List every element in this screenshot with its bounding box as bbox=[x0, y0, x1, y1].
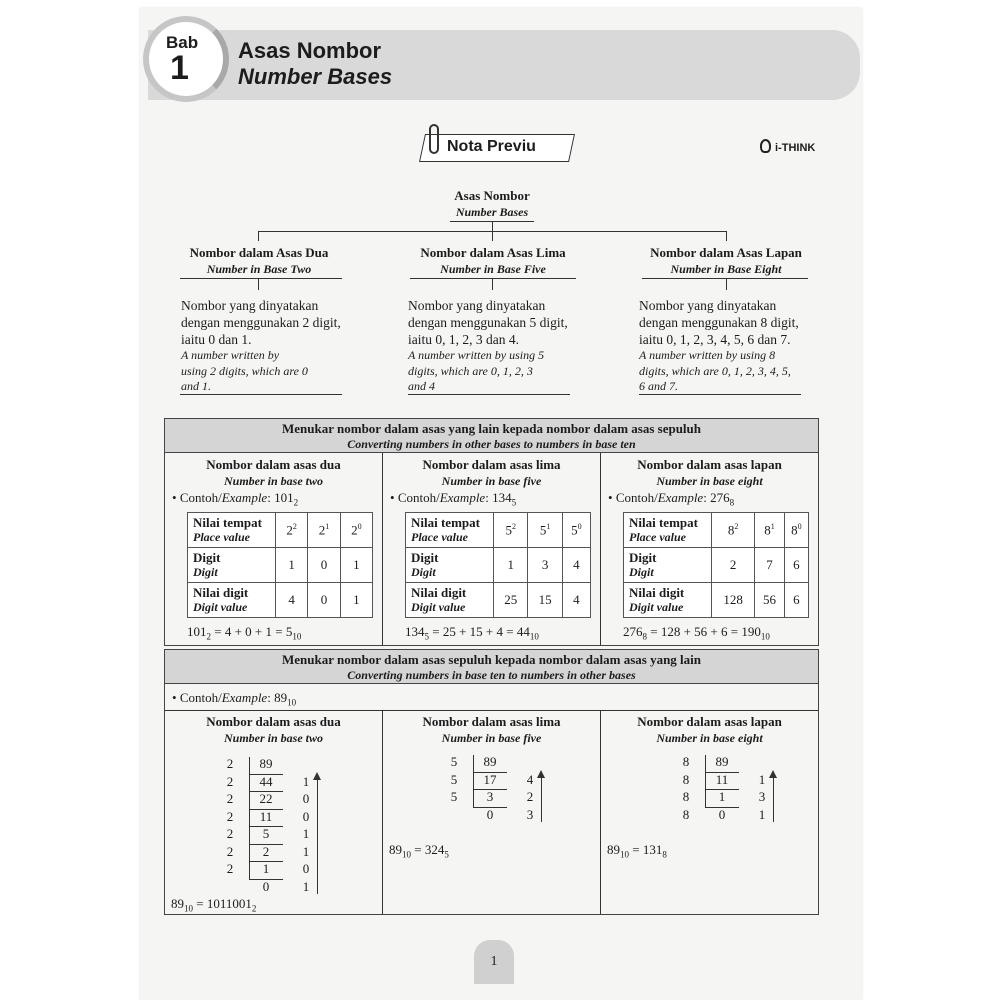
conversion-result: $89_{10} = 1011001_2$ bbox=[171, 896, 257, 914]
paperclip-icon bbox=[429, 124, 439, 154]
branch-bottom-rule bbox=[408, 394, 570, 395]
digit-value-cell: 0 bbox=[308, 583, 340, 618]
example-line: • Contoh/Example: $134_5$ bbox=[390, 490, 517, 508]
remainder: 0 bbox=[302, 808, 310, 824]
arrow-up-icon bbox=[537, 770, 545, 778]
page-number: 1 bbox=[474, 940, 514, 984]
row-label: Nilai tempat Place value bbox=[188, 513, 276, 548]
row-label: Digit Digit bbox=[188, 548, 276, 583]
quotient: 89 bbox=[483, 754, 497, 769]
column-subtitle: Number in base two bbox=[223, 731, 323, 745]
quotient: 5 bbox=[262, 826, 270, 841]
branch-underline bbox=[642, 278, 808, 279]
section-title: Menukar nombor dalam asas yang lain kepada nombor dalam asas sepuluh bbox=[282, 421, 701, 436]
conversion-result: $89_{10} = 324_5$ bbox=[389, 842, 449, 860]
conversion-result: $101_2 = 4 + 0 + 1 = 5_{10}$ bbox=[187, 624, 302, 642]
remainder: 1 bbox=[302, 773, 310, 789]
quotient: 44 bbox=[259, 773, 273, 789]
digit-cell: 3 bbox=[528, 548, 562, 583]
digit-value-cell: 6 bbox=[784, 583, 808, 618]
divisor: 8 bbox=[682, 789, 690, 804]
conversion-result: $276_8 = 128 + 56 + 6 = 190_{10}$ bbox=[623, 624, 770, 642]
remainder: 1 bbox=[758, 806, 766, 822]
column-title: Nombor dalam asas dua bbox=[206, 714, 341, 729]
divisor: 2 bbox=[226, 773, 234, 789]
tree-connector bbox=[492, 231, 493, 241]
row-label: Digit Digit bbox=[624, 548, 712, 583]
place-value-cell: $5^1$ bbox=[528, 513, 562, 548]
digit-value-cell: 1 bbox=[340, 583, 372, 618]
remainder: 0 bbox=[302, 861, 310, 876]
remainder: 2 bbox=[526, 789, 534, 804]
i-think-logo: i-THINK bbox=[775, 142, 816, 154]
section-subtitle: Converting numbers in other bases to numbers in base ten bbox=[347, 437, 636, 451]
division-bar bbox=[249, 810, 250, 828]
row-label: Nilai tempat Place value bbox=[624, 513, 712, 548]
quotient: 11 bbox=[259, 808, 273, 824]
column-subtitle: Number in base eight bbox=[656, 731, 763, 745]
remainder: 4 bbox=[526, 771, 534, 787]
tree-connector bbox=[258, 278, 259, 290]
divisor: 5 bbox=[450, 771, 458, 787]
row-label: Nilai tempat Place value bbox=[406, 513, 494, 548]
lightbulb-icon bbox=[760, 139, 771, 153]
digit-value-cell: 25 bbox=[494, 583, 528, 618]
remainder: 3 bbox=[758, 789, 766, 804]
place-value-cell: $8^1$ bbox=[755, 513, 785, 548]
digit-value-cell: 128 bbox=[712, 583, 755, 618]
row-label: Digit Digit bbox=[406, 548, 494, 583]
divisor: 8 bbox=[682, 771, 690, 787]
place-value-row bbox=[406, 513, 591, 548]
branch-description: Nombor yang dinyatakan dengan menggunakan 2 digit, iaitu 0 dan 1. A number written by using 2 digits, which are 0 and 1. bbox=[181, 298, 341, 393]
quotient: 2 bbox=[262, 843, 270, 859]
column-title: Nombor dalam asas lapan bbox=[637, 714, 782, 729]
digit-cell: 1 bbox=[494, 548, 528, 583]
chapter-title: Asas Nombor bbox=[238, 38, 382, 63]
division-bar bbox=[473, 755, 474, 773]
digit-cell: 6 bbox=[784, 548, 808, 583]
divisor: 2 bbox=[226, 826, 234, 841]
place-value-table bbox=[623, 512, 809, 618]
chapter-label: Bab bbox=[166, 33, 199, 52]
tree-connector bbox=[492, 278, 493, 290]
tree-root-title: Asas Nombor bbox=[454, 188, 530, 203]
quotient: 17 bbox=[483, 771, 497, 787]
digit-cell: 4 bbox=[562, 548, 590, 583]
row-divider bbox=[165, 710, 818, 711]
quotient: 1 bbox=[718, 789, 726, 804]
branch-description: Nombor yang dinyatakan dengan menggunakan 8 digit, iaitu 0, 1, 2, 3, 4, 5, 6 dan 7. A number written by using 8 digits, which are 0, 1, 2, 3, 4, 5, 6 and 7. bbox=[639, 298, 799, 393]
branch-subtitle: Number in Base Eight bbox=[670, 262, 782, 276]
branch-bottom-rule bbox=[639, 394, 801, 395]
branch-title: Nombor dalam Asas Lapan bbox=[650, 245, 802, 260]
read-direction-arrow bbox=[317, 778, 318, 895]
digit-value-cell: 4 bbox=[276, 583, 308, 618]
example-line: • Contoh/Example: $101_2$ bbox=[172, 490, 299, 508]
tree-connector bbox=[726, 278, 727, 290]
digit-cell: 1 bbox=[340, 548, 372, 583]
quotient: 0 bbox=[262, 878, 270, 894]
digit-value-row bbox=[406, 583, 591, 618]
division-bar bbox=[249, 827, 250, 845]
branch-title: Nombor dalam Asas Dua bbox=[189, 245, 329, 260]
division-bar bbox=[705, 773, 706, 791]
place-value-cell: $2^2$ bbox=[276, 513, 308, 548]
digit-value-cell: 56 bbox=[755, 583, 785, 618]
digit-value-cell: 4 bbox=[562, 583, 590, 618]
quotient: 89 bbox=[259, 756, 273, 771]
section-title: Menukar nombor dalam asas sepuluh kepada nombor dalam asas yang lain bbox=[282, 652, 701, 667]
tree-connector bbox=[492, 221, 493, 231]
place-value-cell: $2^0$ bbox=[340, 513, 372, 548]
divisor: 8 bbox=[682, 806, 690, 822]
digit-value-row bbox=[188, 583, 373, 618]
branch-subtitle: Number in Base Five bbox=[440, 262, 546, 276]
quotient: 11 bbox=[715, 771, 729, 787]
division-bar bbox=[473, 790, 474, 808]
read-direction-arrow bbox=[773, 776, 774, 823]
place-value-row bbox=[624, 513, 809, 548]
divisor: 5 bbox=[450, 789, 458, 804]
digit-row bbox=[406, 548, 591, 583]
divisor: 5 bbox=[450, 754, 458, 769]
column-subtitle: Number in base eight bbox=[656, 474, 763, 488]
branch-bottom-rule bbox=[180, 394, 342, 395]
division-bar bbox=[249, 757, 250, 775]
example-line: • Contoh/Example: $89_{10}$ bbox=[172, 690, 297, 708]
tree-connector bbox=[726, 231, 727, 241]
quotient: 1 bbox=[262, 861, 270, 876]
digit-value-cell: 15 bbox=[528, 583, 562, 618]
division-bar bbox=[705, 790, 706, 808]
branch-subtitle: Number in Base Two bbox=[206, 262, 312, 276]
conversion-result: $89_{10} = 131_8$ bbox=[607, 842, 667, 860]
division-bar bbox=[249, 845, 250, 863]
division-bar bbox=[249, 792, 250, 810]
place-value-table bbox=[187, 512, 373, 618]
section-subtitle: Converting numbers in base ten to numbers in other bases bbox=[347, 668, 636, 682]
quotient: 0 bbox=[718, 806, 726, 822]
digit-cell: 7 bbox=[755, 548, 785, 583]
remainder: 1 bbox=[302, 826, 310, 841]
branch-underline bbox=[180, 278, 342, 279]
arrow-up-icon bbox=[769, 770, 777, 778]
row-label: Nilai digit Digit value bbox=[406, 583, 494, 618]
column-title: Nombor dalam asas lima bbox=[422, 714, 561, 729]
read-direction-arrow bbox=[541, 776, 542, 823]
quotient: 3 bbox=[486, 789, 494, 804]
place-value-cell: $2^1$ bbox=[308, 513, 340, 548]
tree-connector bbox=[258, 231, 259, 241]
arrow-up-icon bbox=[313, 772, 321, 780]
digit-row bbox=[188, 548, 373, 583]
divisor: 2 bbox=[226, 861, 234, 876]
chapter-number: 1 bbox=[170, 49, 189, 87]
branch-description: Nombor yang dinyatakan dengan menggunakan 5 digit, iaitu 0, 1, 2, 3 dan 4. A number written by using 5 digits, which are 0, 1, 2, 3 and 4 bbox=[408, 298, 568, 393]
division-bar bbox=[249, 862, 250, 880]
division-bar bbox=[473, 773, 474, 791]
branch-title: Nombor dalam Asas Lima bbox=[420, 245, 566, 260]
remainder: 1 bbox=[302, 843, 310, 859]
column-subtitle: Number in base five bbox=[441, 474, 542, 488]
place-value-cell: $5^2$ bbox=[494, 513, 528, 548]
column-title: Nombor dalam asas lapan bbox=[637, 457, 782, 472]
digit-cell: 1 bbox=[276, 548, 308, 583]
digit-cell: 0 bbox=[308, 548, 340, 583]
column-subtitle: Number in base five bbox=[441, 731, 542, 745]
row-label: Nilai digit Digit value bbox=[188, 583, 276, 618]
place-value-table bbox=[405, 512, 591, 618]
divisor: 8 bbox=[682, 754, 690, 769]
divisor: 2 bbox=[226, 756, 234, 771]
quotient: 22 bbox=[259, 791, 273, 806]
division-bar bbox=[249, 775, 250, 793]
nota-previu-label: Nota Previu bbox=[447, 138, 536, 155]
divisor: 2 bbox=[226, 843, 234, 859]
remainder: 1 bbox=[758, 771, 766, 787]
quotient: 0 bbox=[486, 806, 494, 822]
tree-root-subtitle: Number Bases bbox=[455, 205, 529, 219]
place-value-cell: $8^0$ bbox=[784, 513, 808, 548]
remainder: 0 bbox=[302, 791, 310, 806]
digit-cell: 2 bbox=[712, 548, 755, 583]
remainder: 3 bbox=[526, 806, 534, 822]
row-label: Nilai digit Digit value bbox=[624, 583, 712, 618]
division-bar bbox=[705, 755, 706, 773]
quotient: 89 bbox=[715, 754, 729, 769]
branch-underline bbox=[410, 278, 576, 279]
place-value-cell: $5^0$ bbox=[562, 513, 590, 548]
remainder: 1 bbox=[302, 878, 310, 894]
place-value-row bbox=[188, 513, 373, 548]
conversion-result: $134_5 = 25 + 15 + 4 = 44_{10}$ bbox=[405, 624, 539, 642]
column-title: Nombor dalam asas dua bbox=[206, 457, 341, 472]
place-value-cell: $8^2$ bbox=[712, 513, 755, 548]
digit-value-row bbox=[624, 583, 809, 618]
example-line: • Contoh/Example: $276_8$ bbox=[608, 490, 735, 508]
digit-row bbox=[624, 548, 809, 583]
column-title: Nombor dalam asas lima bbox=[422, 457, 561, 472]
divisor: 2 bbox=[226, 791, 234, 806]
divisor: 2 bbox=[226, 808, 234, 824]
column-subtitle: Number in base two bbox=[223, 474, 323, 488]
chapter-subtitle: Number Bases bbox=[238, 64, 393, 89]
